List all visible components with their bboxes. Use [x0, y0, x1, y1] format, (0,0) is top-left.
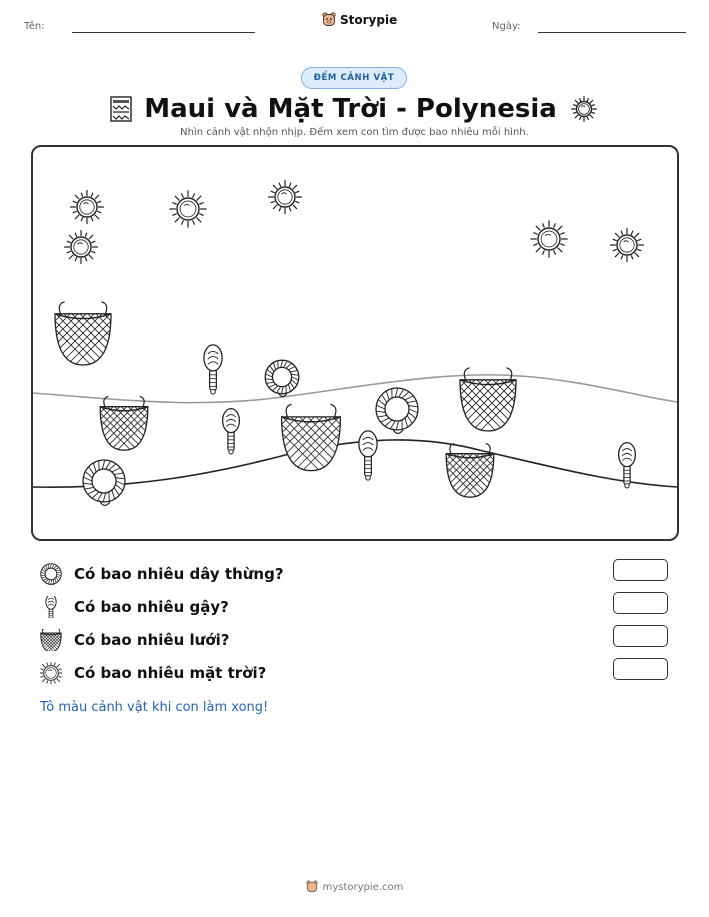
instructions: Nhìn cảnh vật nhộn nhịp. Đếm xem con tìm được bao nhiêu mỗi hình.	[180, 127, 529, 138]
sun-icon	[65, 231, 98, 264]
question-rope	[40, 561, 680, 587]
rope-coil-icon	[265, 360, 299, 396]
net-bag-icon	[40, 629, 62, 651]
page-title: Maui và Mặt Trời - Polynesia	[144, 94, 557, 124]
sun-icon	[71, 191, 104, 224]
tapa-cloth-icon	[110, 96, 132, 122]
question-net	[40, 627, 680, 653]
sun-icon	[40, 662, 62, 684]
rope-coil-icon	[376, 388, 418, 433]
sun-icon	[531, 221, 567, 257]
date-label: Ngày:	[492, 21, 521, 32]
carved-club-icon	[223, 409, 240, 454]
question-club	[40, 594, 680, 620]
sun-icon	[569, 94, 599, 124]
question-club-text: Có bao nhiêu gậy?	[74, 598, 229, 616]
question-sun	[40, 660, 680, 686]
site-footer	[0, 880, 709, 894]
sun-icon	[170, 191, 206, 227]
back-hill-line	[33, 375, 677, 403]
counting-scene	[31, 145, 679, 541]
category-badge: ĐẾM CẢNH VẬT	[301, 67, 407, 89]
title-row	[0, 90, 709, 128]
carved-club-icon	[40, 596, 62, 618]
net-bag-icon	[33, 301, 203, 365]
scene-illustration	[33, 147, 677, 539]
question-sun-text: Có bao nhiêu mặt trời?	[74, 664, 267, 682]
name-label: Tên:	[24, 21, 45, 32]
answer-box-rope[interactable]	[613, 559, 668, 581]
net-bag-icon	[368, 443, 572, 497]
rope-coil-icon	[40, 563, 62, 585]
question-net-text: Có bao nhiêu lưới?	[74, 631, 230, 649]
rope-coil-icon	[83, 460, 125, 505]
coloring-note: Tô màu cảnh vật khi con làm xong!	[40, 700, 269, 715]
answer-box-sun[interactable]	[613, 658, 668, 680]
carved-club-icon	[359, 431, 377, 480]
brand-name: Storypie	[340, 13, 398, 27]
date-field[interactable]	[538, 32, 686, 33]
site-url: mystorypie.com	[322, 881, 404, 893]
bear-logo-icon	[322, 12, 336, 28]
net-bag-icon	[33, 396, 226, 450]
answer-box-club[interactable]	[613, 592, 668, 614]
question-rope-text: Có bao nhiêu dây thừng?	[74, 565, 284, 583]
carved-club-icon	[204, 345, 222, 394]
sun-icon	[269, 181, 302, 214]
sun-icon	[611, 229, 644, 262]
bear-logo-icon	[306, 880, 318, 894]
answer-box-net[interactable]	[613, 625, 668, 647]
name-field[interactable]	[72, 32, 255, 33]
brand-logo	[322, 12, 397, 28]
